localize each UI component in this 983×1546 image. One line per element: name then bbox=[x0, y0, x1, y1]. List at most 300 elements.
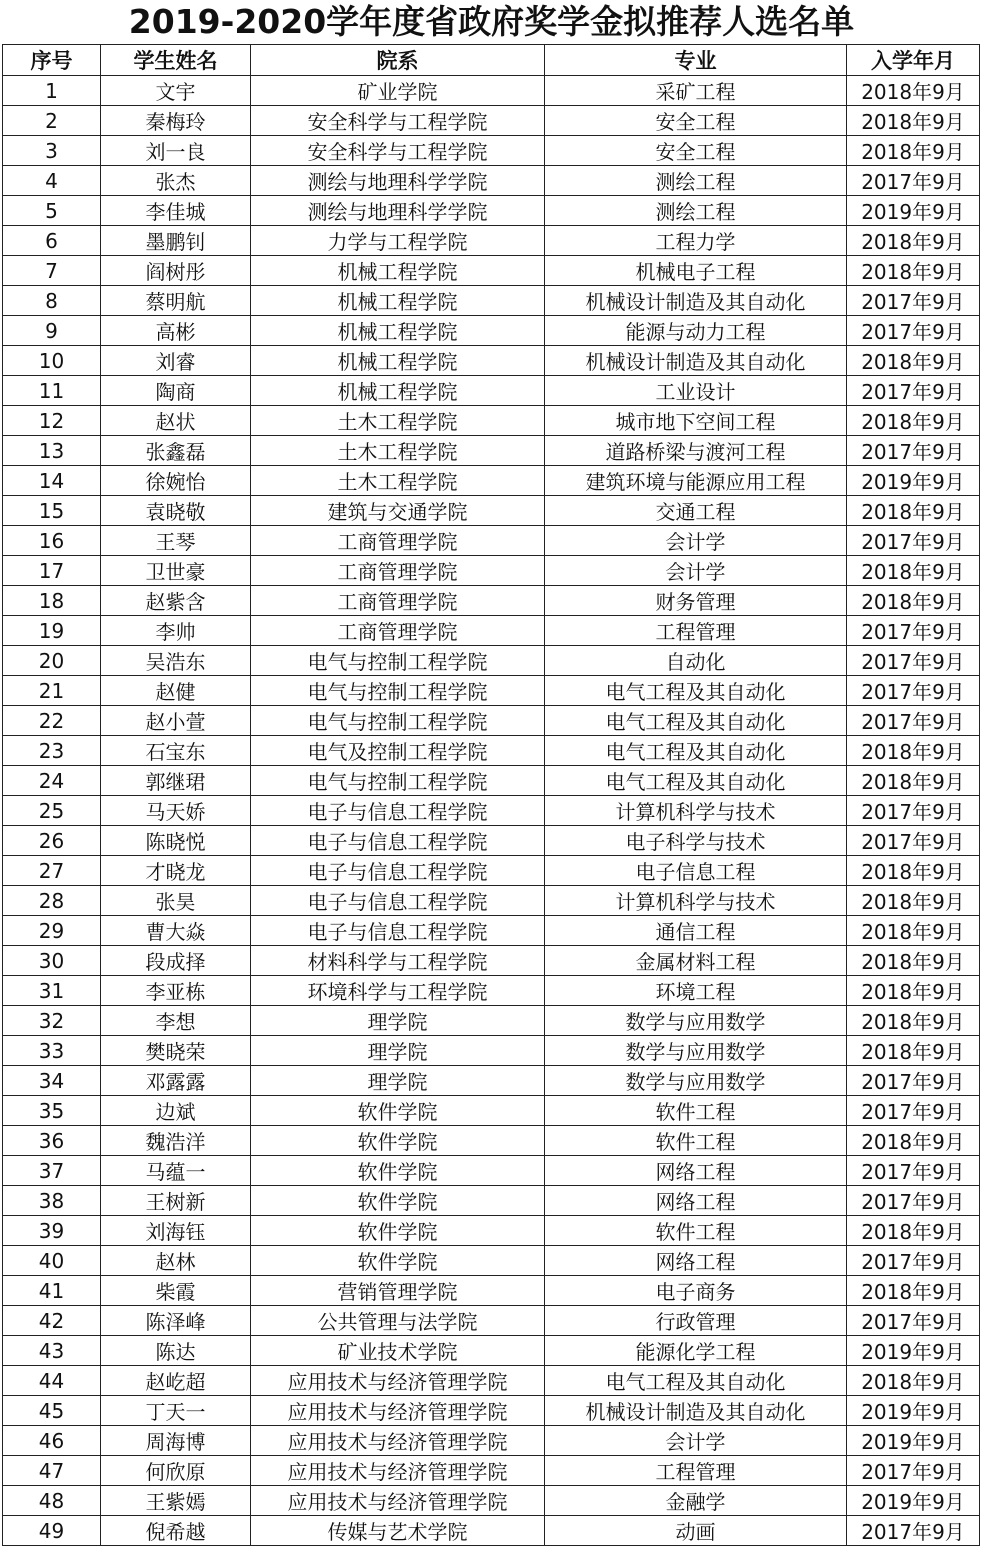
cell-student-name: 王紫嫣 bbox=[101, 1486, 251, 1516]
cell-enrollment-date: 2017年9月 bbox=[847, 1066, 980, 1096]
cell-school: 电子与信息工程学院 bbox=[251, 886, 545, 916]
table-row bbox=[3, 1456, 980, 1486]
cell-number: 20 bbox=[3, 646, 101, 676]
cell-number: 39 bbox=[3, 1216, 101, 1246]
table-row bbox=[3, 196, 980, 226]
cell-enrollment-date: 2017年9月 bbox=[847, 706, 980, 736]
cell-enrollment-date: 2018年9月 bbox=[847, 346, 980, 376]
cell-enrollment-date: 2018年9月 bbox=[847, 1006, 980, 1036]
table-row bbox=[3, 916, 980, 946]
cell-major: 数学与应用数学 bbox=[545, 1066, 847, 1096]
cell-enrollment-date: 2019年9月 bbox=[847, 1426, 980, 1456]
cell-enrollment-date: 2017年9月 bbox=[847, 1456, 980, 1486]
cell-student-name: 柴霞 bbox=[101, 1276, 251, 1306]
cell-student-name: 徐婉怡 bbox=[101, 466, 251, 496]
cell-number: 47 bbox=[3, 1456, 101, 1486]
cell-student-name: 郭继珺 bbox=[101, 766, 251, 796]
cell-enrollment-date: 2018年9月 bbox=[847, 556, 980, 586]
cell-major: 电子信息工程 bbox=[545, 856, 847, 886]
cell-enrollment-date: 2018年9月 bbox=[847, 766, 980, 796]
cell-enrollment-date: 2017年9月 bbox=[847, 166, 980, 196]
table-row bbox=[3, 1246, 980, 1276]
roster-body bbox=[3, 76, 980, 1546]
cell-major: 金融学 bbox=[545, 1486, 847, 1516]
cell-enrollment-date: 2017年9月 bbox=[847, 1156, 980, 1186]
cell-enrollment-date: 2017年9月 bbox=[847, 436, 980, 466]
cell-enrollment-date: 2018年9月 bbox=[847, 886, 980, 916]
cell-number: 18 bbox=[3, 586, 101, 616]
cell-student-name: 马蕴一 bbox=[101, 1156, 251, 1186]
cell-student-name: 刘睿 bbox=[101, 346, 251, 376]
cell-enrollment-date: 2017年9月 bbox=[847, 1096, 980, 1126]
cell-number: 48 bbox=[3, 1486, 101, 1516]
cell-student-name: 王琴 bbox=[101, 526, 251, 556]
cell-major: 行政管理 bbox=[545, 1306, 847, 1336]
cell-number: 3 bbox=[3, 136, 101, 166]
document-title: 2019-2020学年度省政府奖学金拟推荐人选名单 bbox=[128, 2, 855, 41]
cell-student-name: 高彬 bbox=[101, 316, 251, 346]
cell-major: 计算机科学与技术 bbox=[545, 886, 847, 916]
table-row bbox=[3, 1486, 980, 1516]
cell-student-name: 张昊 bbox=[101, 886, 251, 916]
cell-major: 数学与应用数学 bbox=[545, 1036, 847, 1066]
table-row bbox=[3, 1036, 980, 1066]
cell-student-name: 陈晓悦 bbox=[101, 826, 251, 856]
cell-student-name: 赵屹超 bbox=[101, 1366, 251, 1396]
cell-school: 机械工程学院 bbox=[251, 316, 545, 346]
cell-number: 5 bbox=[3, 196, 101, 226]
cell-school: 传媒与艺术学院 bbox=[251, 1516, 545, 1546]
cell-student-name: 李帅 bbox=[101, 616, 251, 646]
cell-number: 13 bbox=[3, 436, 101, 466]
cell-student-name: 丁天一 bbox=[101, 1396, 251, 1426]
table-row bbox=[3, 946, 980, 976]
cell-enrollment-date: 2019年9月 bbox=[847, 1396, 980, 1426]
cell-enrollment-date: 2018年9月 bbox=[847, 856, 980, 886]
cell-school: 材料科学与工程学院 bbox=[251, 946, 545, 976]
cell-major: 电子商务 bbox=[545, 1276, 847, 1306]
table-row bbox=[3, 796, 980, 826]
cell-student-name: 段成择 bbox=[101, 946, 251, 976]
cell-enrollment-date: 2019年9月 bbox=[847, 466, 980, 496]
cell-school: 应用技术与经济管理学院 bbox=[251, 1366, 545, 1396]
cell-student-name: 吴浩东 bbox=[101, 646, 251, 676]
col-header-school: 院系 bbox=[251, 45, 545, 76]
table-row bbox=[3, 136, 980, 166]
cell-school: 应用技术与经济管理学院 bbox=[251, 1396, 545, 1426]
table-row bbox=[3, 736, 980, 766]
cell-student-name: 周海博 bbox=[101, 1426, 251, 1456]
cell-major: 采矿工程 bbox=[545, 76, 847, 106]
cell-enrollment-date: 2018年9月 bbox=[847, 406, 980, 436]
table-row bbox=[3, 1066, 980, 1096]
cell-number: 41 bbox=[3, 1276, 101, 1306]
cell-enrollment-date: 2019年9月 bbox=[847, 196, 980, 226]
table-row bbox=[3, 1396, 980, 1426]
table-row bbox=[3, 1126, 980, 1156]
cell-student-name: 袁晓敬 bbox=[101, 496, 251, 526]
cell-number: 40 bbox=[3, 1246, 101, 1276]
cell-school: 环境科学与工程学院 bbox=[251, 976, 545, 1006]
cell-student-name: 魏浩洋 bbox=[101, 1126, 251, 1156]
table-row bbox=[3, 976, 980, 1006]
cell-major: 网络工程 bbox=[545, 1156, 847, 1186]
cell-number: 22 bbox=[3, 706, 101, 736]
cell-enrollment-date: 2018年9月 bbox=[847, 1366, 980, 1396]
cell-number: 32 bbox=[3, 1006, 101, 1036]
cell-number: 27 bbox=[3, 856, 101, 886]
cell-major: 软件工程 bbox=[545, 1216, 847, 1246]
cell-major: 能源化学工程 bbox=[545, 1336, 847, 1366]
cell-number: 1 bbox=[3, 76, 101, 106]
scholarship-roster-table bbox=[2, 44, 980, 1546]
cell-major: 软件工程 bbox=[545, 1096, 847, 1126]
cell-major: 会计学 bbox=[545, 526, 847, 556]
cell-number: 43 bbox=[3, 1336, 101, 1366]
cell-school: 电气与控制工程学院 bbox=[251, 766, 545, 796]
cell-major: 能源与动力工程 bbox=[545, 316, 847, 346]
cell-enrollment-date: 2018年9月 bbox=[847, 916, 980, 946]
cell-student-name: 陶商 bbox=[101, 376, 251, 406]
table-row bbox=[3, 856, 980, 886]
cell-school: 矿业学院 bbox=[251, 76, 545, 106]
cell-school: 矿业技术学院 bbox=[251, 1336, 545, 1366]
table-row bbox=[3, 1366, 980, 1396]
cell-enrollment-date: 2018年9月 bbox=[847, 586, 980, 616]
cell-student-name: 张鑫磊 bbox=[101, 436, 251, 466]
cell-major: 电气工程及其自动化 bbox=[545, 766, 847, 796]
cell-major: 工程管理 bbox=[545, 1456, 847, 1486]
table-row bbox=[3, 1186, 980, 1216]
cell-major: 计算机科学与技术 bbox=[545, 796, 847, 826]
cell-number: 30 bbox=[3, 946, 101, 976]
cell-number: 21 bbox=[3, 676, 101, 706]
cell-major: 测绘工程 bbox=[545, 166, 847, 196]
cell-number: 19 bbox=[3, 616, 101, 646]
cell-enrollment-date: 2017年9月 bbox=[847, 1246, 980, 1276]
cell-enrollment-date: 2018年9月 bbox=[847, 106, 980, 136]
table-row bbox=[3, 1006, 980, 1036]
cell-enrollment-date: 2017年9月 bbox=[847, 826, 980, 856]
cell-school: 软件学院 bbox=[251, 1246, 545, 1276]
table-row bbox=[3, 286, 980, 316]
table-row bbox=[3, 346, 980, 376]
cell-student-name: 马天娇 bbox=[101, 796, 251, 826]
cell-number: 11 bbox=[3, 376, 101, 406]
cell-school: 应用技术与经济管理学院 bbox=[251, 1456, 545, 1486]
table-row bbox=[3, 826, 980, 856]
cell-student-name: 樊晓荣 bbox=[101, 1036, 251, 1066]
cell-major: 环境工程 bbox=[545, 976, 847, 1006]
col-header-major: 专业 bbox=[545, 45, 847, 76]
cell-major: 测绘工程 bbox=[545, 196, 847, 226]
cell-school: 电子与信息工程学院 bbox=[251, 916, 545, 946]
cell-school: 机械工程学院 bbox=[251, 286, 545, 316]
cell-major: 自动化 bbox=[545, 646, 847, 676]
cell-school: 应用技术与经济管理学院 bbox=[251, 1486, 545, 1516]
cell-student-name: 石宝东 bbox=[101, 736, 251, 766]
cell-school: 机械工程学院 bbox=[251, 346, 545, 376]
cell-enrollment-date: 2017年9月 bbox=[847, 616, 980, 646]
cell-student-name: 刘一良 bbox=[101, 136, 251, 166]
table-row bbox=[3, 1426, 980, 1456]
cell-number: 29 bbox=[3, 916, 101, 946]
table-row bbox=[3, 886, 980, 916]
cell-school: 电气与控制工程学院 bbox=[251, 676, 545, 706]
cell-school: 力学与工程学院 bbox=[251, 226, 545, 256]
cell-school: 安全科学与工程学院 bbox=[251, 136, 545, 166]
cell-school: 理学院 bbox=[251, 1006, 545, 1036]
cell-major: 城市地下空间工程 bbox=[545, 406, 847, 436]
table-row bbox=[3, 466, 980, 496]
cell-school: 工商管理学院 bbox=[251, 586, 545, 616]
cell-school: 公共管理与法学院 bbox=[251, 1306, 545, 1336]
cell-major: 电气工程及其自动化 bbox=[545, 736, 847, 766]
cell-student-name: 李佳城 bbox=[101, 196, 251, 226]
cell-major: 电气工程及其自动化 bbox=[545, 1366, 847, 1396]
cell-student-name: 赵林 bbox=[101, 1246, 251, 1276]
cell-enrollment-date: 2019年9月 bbox=[847, 1336, 980, 1366]
cell-school: 软件学院 bbox=[251, 1126, 545, 1156]
col-header-enrollment-date: 入学年月 bbox=[847, 45, 980, 76]
cell-student-name: 何欣原 bbox=[101, 1456, 251, 1486]
table-row bbox=[3, 76, 980, 106]
cell-enrollment-date: 2017年9月 bbox=[847, 526, 980, 556]
cell-enrollment-date: 2018年9月 bbox=[847, 976, 980, 1006]
cell-school: 营销管理学院 bbox=[251, 1276, 545, 1306]
cell-number: 44 bbox=[3, 1366, 101, 1396]
cell-student-name: 曹大焱 bbox=[101, 916, 251, 946]
cell-major: 电气工程及其自动化 bbox=[545, 676, 847, 706]
cell-major: 机械设计制造及其自动化 bbox=[545, 1396, 847, 1426]
cell-major: 金属材料工程 bbox=[545, 946, 847, 976]
cell-student-name: 赵小萱 bbox=[101, 706, 251, 736]
cell-student-name: 赵紫含 bbox=[101, 586, 251, 616]
cell-student-name: 赵健 bbox=[101, 676, 251, 706]
cell-major: 数学与应用数学 bbox=[545, 1006, 847, 1036]
table-row bbox=[3, 556, 980, 586]
cell-student-name: 邓露露 bbox=[101, 1066, 251, 1096]
cell-major: 工程力学 bbox=[545, 226, 847, 256]
cell-student-name: 秦梅玲 bbox=[101, 106, 251, 136]
header-row bbox=[3, 45, 980, 76]
table-row bbox=[3, 1306, 980, 1336]
cell-number: 26 bbox=[3, 826, 101, 856]
cell-enrollment-date: 2017年9月 bbox=[847, 796, 980, 826]
cell-enrollment-date: 2017年9月 bbox=[847, 1186, 980, 1216]
cell-major: 工业设计 bbox=[545, 376, 847, 406]
cell-number: 25 bbox=[3, 796, 101, 826]
cell-major: 安全工程 bbox=[545, 136, 847, 166]
cell-enrollment-date: 2018年9月 bbox=[847, 256, 980, 286]
cell-number: 7 bbox=[3, 256, 101, 286]
cell-number: 12 bbox=[3, 406, 101, 436]
cell-major: 会计学 bbox=[545, 1426, 847, 1456]
table-row bbox=[3, 106, 980, 136]
table-row bbox=[3, 1096, 980, 1126]
table-row bbox=[3, 406, 980, 436]
cell-major: 工程管理 bbox=[545, 616, 847, 646]
table-row bbox=[3, 706, 980, 736]
cell-student-name: 赵状 bbox=[101, 406, 251, 436]
table-row bbox=[3, 226, 980, 256]
cell-student-name: 阎树彤 bbox=[101, 256, 251, 286]
cell-enrollment-date: 2018年9月 bbox=[847, 736, 980, 766]
cell-enrollment-date: 2018年9月 bbox=[847, 76, 980, 106]
cell-student-name: 蔡明航 bbox=[101, 286, 251, 316]
cell-number: 28 bbox=[3, 886, 101, 916]
cell-number: 2 bbox=[3, 106, 101, 136]
cell-school: 电子与信息工程学院 bbox=[251, 796, 545, 826]
cell-student-name: 才晓龙 bbox=[101, 856, 251, 886]
cell-enrollment-date: 2017年9月 bbox=[847, 1516, 980, 1546]
cell-number: 23 bbox=[3, 736, 101, 766]
cell-school: 理学院 bbox=[251, 1036, 545, 1066]
cell-major: 网络工程 bbox=[545, 1246, 847, 1276]
cell-number: 37 bbox=[3, 1156, 101, 1186]
cell-school: 土木工程学院 bbox=[251, 406, 545, 436]
cell-school: 工商管理学院 bbox=[251, 616, 545, 646]
table-row bbox=[3, 166, 980, 196]
cell-school: 电气与控制工程学院 bbox=[251, 706, 545, 736]
cell-school: 软件学院 bbox=[251, 1156, 545, 1186]
cell-school: 电子与信息工程学院 bbox=[251, 826, 545, 856]
cell-number: 16 bbox=[3, 526, 101, 556]
table-row bbox=[3, 1276, 980, 1306]
cell-enrollment-date: 2018年9月 bbox=[847, 226, 980, 256]
cell-school: 机械工程学院 bbox=[251, 256, 545, 286]
cell-school: 安全科学与工程学院 bbox=[251, 106, 545, 136]
cell-major: 财务管理 bbox=[545, 586, 847, 616]
cell-student-name: 李想 bbox=[101, 1006, 251, 1036]
cell-school: 测绘与地理科学学院 bbox=[251, 166, 545, 196]
cell-school: 电子与信息工程学院 bbox=[251, 856, 545, 886]
cell-number: 33 bbox=[3, 1036, 101, 1066]
cell-number: 46 bbox=[3, 1426, 101, 1456]
cell-school: 机械工程学院 bbox=[251, 376, 545, 406]
cell-student-name: 文宇 bbox=[101, 76, 251, 106]
cell-number: 17 bbox=[3, 556, 101, 586]
cell-enrollment-date: 2017年9月 bbox=[847, 676, 980, 706]
cell-major: 机械设计制造及其自动化 bbox=[545, 286, 847, 316]
cell-school: 软件学院 bbox=[251, 1216, 545, 1246]
cell-enrollment-date: 2017年9月 bbox=[847, 646, 980, 676]
cell-number: 24 bbox=[3, 766, 101, 796]
cell-school: 土木工程学院 bbox=[251, 436, 545, 466]
cell-major: 通信工程 bbox=[545, 916, 847, 946]
cell-school: 理学院 bbox=[251, 1066, 545, 1096]
cell-school: 电气及控制工程学院 bbox=[251, 736, 545, 766]
cell-number: 10 bbox=[3, 346, 101, 376]
cell-school: 工商管理学院 bbox=[251, 526, 545, 556]
table-row bbox=[3, 376, 980, 406]
cell-student-name: 墨鹏钊 bbox=[101, 226, 251, 256]
cell-number: 4 bbox=[3, 166, 101, 196]
cell-enrollment-date: 2018年9月 bbox=[847, 946, 980, 976]
cell-enrollment-date: 2018年9月 bbox=[847, 1276, 980, 1306]
cell-major: 电气工程及其自动化 bbox=[545, 706, 847, 736]
cell-student-name: 刘海钰 bbox=[101, 1216, 251, 1246]
cell-student-name: 倪希越 bbox=[101, 1516, 251, 1546]
cell-major: 动画 bbox=[545, 1516, 847, 1546]
cell-enrollment-date: 2018年9月 bbox=[847, 1126, 980, 1156]
cell-major: 会计学 bbox=[545, 556, 847, 586]
cell-school: 建筑与交通学院 bbox=[251, 496, 545, 526]
cell-student-name: 陈达 bbox=[101, 1336, 251, 1366]
table-row bbox=[3, 1516, 980, 1546]
table-row bbox=[3, 1336, 980, 1366]
cell-number: 15 bbox=[3, 496, 101, 526]
table-row bbox=[3, 496, 980, 526]
table-row bbox=[3, 526, 980, 556]
cell-number: 45 bbox=[3, 1396, 101, 1426]
cell-number: 31 bbox=[3, 976, 101, 1006]
cell-school: 土木工程学院 bbox=[251, 466, 545, 496]
cell-enrollment-date: 2019年9月 bbox=[847, 1486, 980, 1516]
table-row bbox=[3, 256, 980, 286]
cell-major: 交通工程 bbox=[545, 496, 847, 526]
col-header-student-name: 学生姓名 bbox=[101, 45, 251, 76]
cell-school: 电气与控制工程学院 bbox=[251, 646, 545, 676]
cell-enrollment-date: 2018年9月 bbox=[847, 496, 980, 526]
table-row bbox=[3, 316, 980, 346]
table-row bbox=[3, 436, 980, 466]
cell-major: 机械设计制造及其自动化 bbox=[545, 346, 847, 376]
cell-school: 应用技术与经济管理学院 bbox=[251, 1426, 545, 1456]
cell-student-name: 张杰 bbox=[101, 166, 251, 196]
cell-major: 网络工程 bbox=[545, 1186, 847, 1216]
table-row bbox=[3, 676, 980, 706]
cell-major: 道路桥梁与渡河工程 bbox=[545, 436, 847, 466]
cell-enrollment-date: 2018年9月 bbox=[847, 1216, 980, 1246]
cell-number: 8 bbox=[3, 286, 101, 316]
cell-number: 34 bbox=[3, 1066, 101, 1096]
table-row bbox=[3, 586, 980, 616]
cell-major: 软件工程 bbox=[545, 1126, 847, 1156]
table-row bbox=[3, 646, 980, 676]
cell-enrollment-date: 2018年9月 bbox=[847, 1036, 980, 1066]
cell-major: 电子科学与技术 bbox=[545, 826, 847, 856]
cell-enrollment-date: 2017年9月 bbox=[847, 376, 980, 406]
cell-student-name: 卫世豪 bbox=[101, 556, 251, 586]
col-header-number: 序号 bbox=[3, 45, 101, 76]
cell-enrollment-date: 2017年9月 bbox=[847, 286, 980, 316]
table-row bbox=[3, 766, 980, 796]
cell-school: 工商管理学院 bbox=[251, 556, 545, 586]
cell-student-name: 陈泽峰 bbox=[101, 1306, 251, 1336]
table-row bbox=[3, 1156, 980, 1186]
cell-major: 建筑环境与能源应用工程 bbox=[545, 466, 847, 496]
cell-student-name: 王树新 bbox=[101, 1186, 251, 1216]
cell-number: 49 bbox=[3, 1516, 101, 1546]
cell-student-name: 边斌 bbox=[101, 1096, 251, 1126]
cell-enrollment-date: 2017年9月 bbox=[847, 316, 980, 346]
cell-number: 35 bbox=[3, 1096, 101, 1126]
cell-student-name: 李亚栋 bbox=[101, 976, 251, 1006]
cell-major: 安全工程 bbox=[545, 106, 847, 136]
cell-number: 38 bbox=[3, 1186, 101, 1216]
cell-number: 6 bbox=[3, 226, 101, 256]
cell-school: 软件学院 bbox=[251, 1096, 545, 1126]
cell-enrollment-date: 2018年9月 bbox=[847, 136, 980, 166]
table-row bbox=[3, 1216, 980, 1246]
cell-school: 软件学院 bbox=[251, 1186, 545, 1216]
cell-number: 14 bbox=[3, 466, 101, 496]
cell-major: 机械电子工程 bbox=[545, 256, 847, 286]
cell-school: 测绘与地理科学学院 bbox=[251, 196, 545, 226]
cell-number: 9 bbox=[3, 316, 101, 346]
cell-enrollment-date: 2017年9月 bbox=[847, 1306, 980, 1336]
